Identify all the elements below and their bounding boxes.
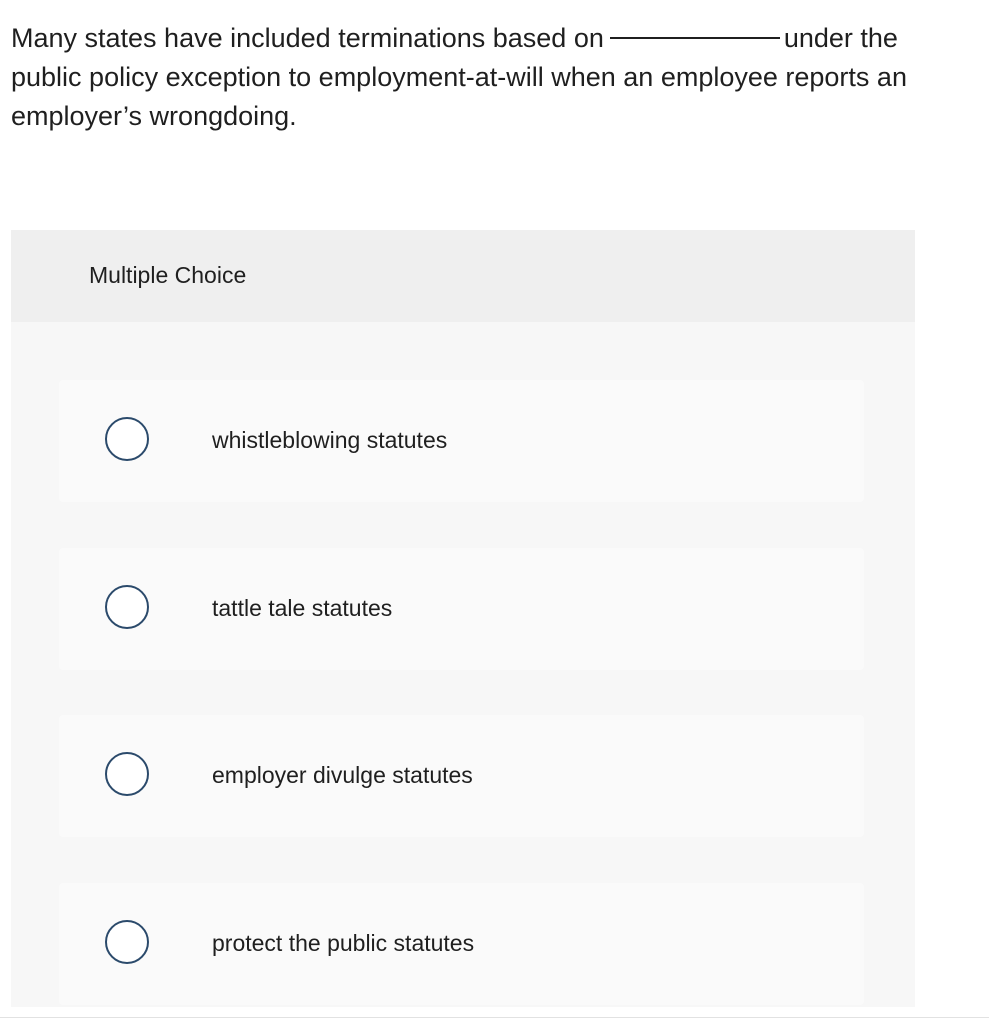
radio-button[interactable]	[105, 920, 149, 964]
radio-button[interactable]	[105, 417, 149, 461]
bottom-divider	[0, 1017, 989, 1018]
question-text	[11, 19, 941, 136]
option-whistleblowing-statutes[interactable]	[59, 380, 864, 502]
option-label: whistleblowing statutes	[212, 427, 448, 453]
radio-button[interactable]	[105, 585, 149, 629]
option-label: tattle tale statutes	[212, 595, 393, 621]
answer-blank	[610, 36, 780, 39]
multiple-choice-panel	[11, 230, 915, 1007]
multiple-choice-header	[11, 230, 915, 322]
question-text-before: Many states have included terminations based on	[11, 23, 604, 53]
option-protect-the-public-statutes[interactable]	[59, 883, 864, 1005]
option-employer-divulge-statutes[interactable]	[59, 715, 864, 837]
radio-button[interactable]	[105, 752, 149, 796]
option-tattle-tale-statutes[interactable]	[59, 548, 864, 670]
multiple-choice-label: Multiple Choice	[89, 262, 247, 288]
question-text-after: under the public policy exception to employment-at-will when an employee reports an employer’s wrongdoing.	[11, 23, 907, 131]
option-label: protect the public statutes	[212, 930, 475, 956]
option-label: employer divulge statutes	[212, 762, 473, 788]
options-list	[11, 322, 915, 1007]
